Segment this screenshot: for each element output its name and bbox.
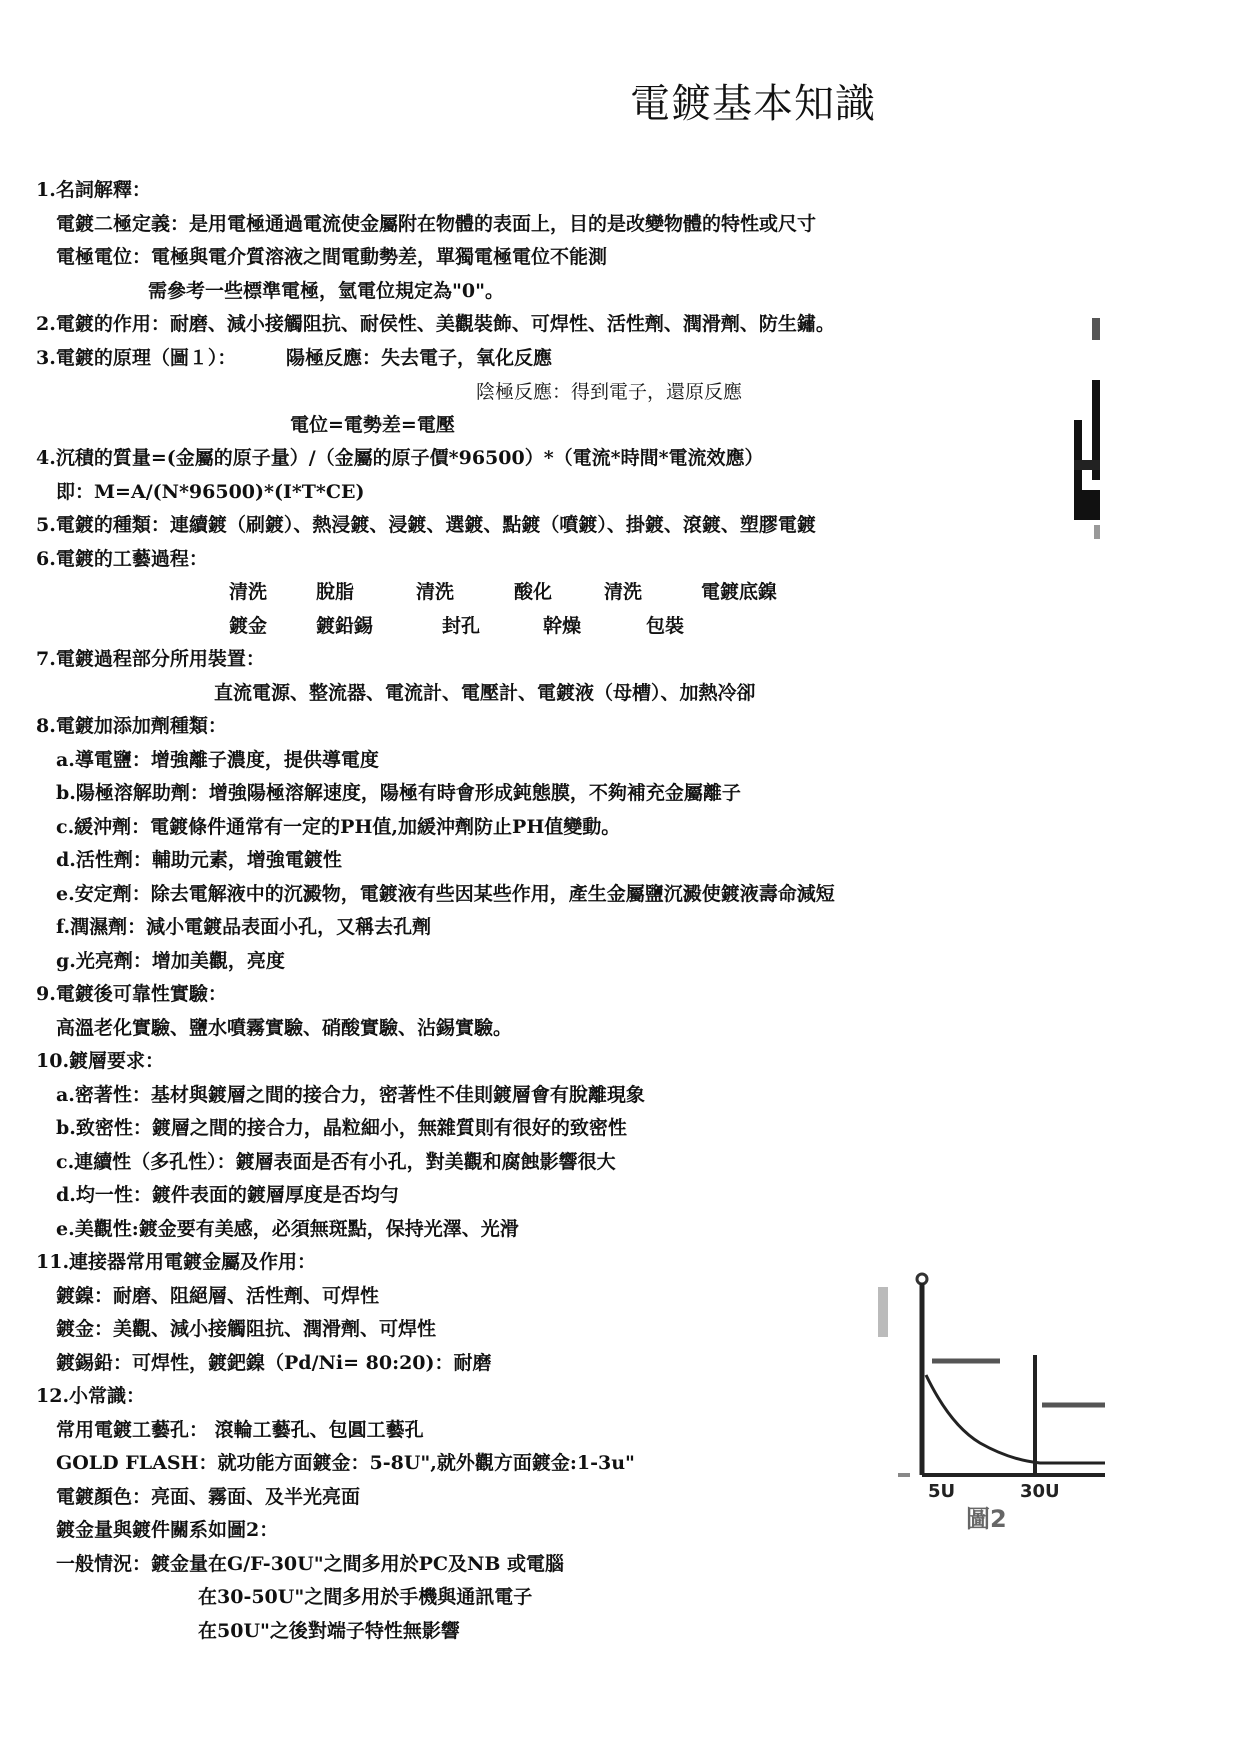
cathode-reaction: 陰極反應：得到電子，還原反應	[476, 381, 743, 403]
requirement-item: d.均一性：鍍件表面的鍍層厚度是否均勻	[56, 1184, 399, 1206]
metal-item: 鍍錫鉛：可焊性，鍍鈀鎳（Pd/Ni= 80:20)：耐磨	[56, 1352, 492, 1374]
tip-item: 電鍍顏色：亮面、霧面、及半光亮面	[56, 1486, 361, 1508]
tip-item: 鍍金量與鍍件關系如圖2：	[56, 1519, 279, 1541]
definition-line: 電極電位：電極與電介質溶液之間電動勢差，單獨電極電位不能測	[56, 246, 608, 268]
potential-line: 電位=電勢差=電壓	[290, 414, 455, 436]
section-10-heading: 10.鍍層要求：	[36, 1050, 165, 1072]
chart-tick-label: 30U	[1020, 1481, 1060, 1502]
process-step: 清洗	[604, 581, 643, 603]
additive-item: a.導電鹽：增強離子濃度，提供導電度	[56, 749, 379, 771]
section-12-heading: 12.小常識：	[36, 1385, 146, 1407]
section-11-heading: 11.連接器常用電鍍金屬及作用：	[36, 1251, 317, 1273]
process-step: 清洗	[416, 581, 455, 603]
tip-item: 常用電鍍工藝孔： 滾輪工藝孔、包圓工藝孔	[56, 1419, 424, 1441]
chart-tick-label: 5U	[928, 1481, 956, 1502]
section-2-heading: 2.電鍍的作用：耐磨、減小接觸阻抗、耐侯性、美觀裝飾、可焊性、活性劑、潤滑劑、防生鏽。	[36, 313, 835, 335]
process-step: 清洗	[229, 581, 268, 603]
requirement-item: a.密著性：基材與鍍層之間的接合力，密著性不佳則鍍層會有脫離現象	[56, 1084, 645, 1106]
process-step: 包裝	[646, 615, 685, 637]
equipment-line: 直流電源、整流器、電流計、電壓計、電鍍液（母槽）、加熱冷卻	[214, 682, 756, 704]
requirement-item: b.致密性：鍍層之間的接合力，晶粒細小，無雜質則有很好的致密性	[56, 1117, 627, 1139]
definition-line: 電鍍二極定義：是用電極通過電流使金屬附在物體的表面上，目的是改變物體的特性或尺寸	[56, 213, 817, 235]
tip-item: 一般情況：鍍金量在G/F-30U"之間多用於PC及NB 或電腦	[56, 1553, 565, 1575]
process-step: 鍍金	[229, 615, 268, 637]
requirement-item: c.連續性（多孔性）：鍍層表面是否有小孔，對美觀和腐蝕影響很大	[56, 1151, 616, 1173]
definition-line: 需參考一些標準電極，氫電位規定為"0"。	[148, 280, 505, 302]
process-step: 鍍鉛錫	[316, 615, 374, 637]
section-1-heading: 1.名詞解釋：	[36, 179, 151, 201]
metal-item: 鍍金：美觀、減小接觸阻抗、潤滑劑、可焊性	[56, 1318, 437, 1340]
anode-reaction: 陽極反應：失去電子，氧化反應	[286, 347, 553, 369]
formula-line: 即：M=A/(N*96500)*(I*T*CE)	[56, 481, 365, 503]
process-step: 封孔	[442, 615, 481, 637]
additive-item: d.活性劑：輔助元素，增強電鍍性	[56, 849, 342, 871]
figure-2-gold-thickness-chart	[870, 1265, 1105, 1545]
additive-item: f.潤濕劑：減小電鍍品表面小孔，又稱去孔劑	[56, 916, 432, 938]
additive-item: g.光亮劑：增加美觀，亮度	[56, 950, 285, 972]
process-step: 脫脂	[316, 581, 355, 603]
section-7-heading: 7.電鍍過程部分所用裝置：	[36, 648, 265, 670]
section-4-heading: 4.沉積的質量=(金屬的原子量）/（金屬的原子價*96500）*（電流*時間*電流效應）	[36, 447, 764, 469]
reliability-line: 高溫老化實驗、鹽水噴霧實驗、硝酸實驗、沾錫實驗。	[56, 1017, 513, 1039]
process-step: 幹燥	[543, 615, 582, 637]
process-step: 酸化	[514, 581, 553, 603]
additive-item: b.陽極溶解助劑：增強陽極溶解速度，陽極有時會形成鈍態膜，不夠補充金屬離子	[56, 782, 741, 804]
figure-caption: 圖2	[966, 1505, 1007, 1533]
process-row-2	[0, 614, 1240, 640]
tip-subitem: 在50U"之後對端子特性無影響	[198, 1620, 460, 1642]
section-6-heading: 6.電鍍的工藝過程：	[36, 548, 208, 570]
section-3-heading: 3.電鍍的原理（圖１）：	[36, 347, 237, 369]
section-5-heading: 5.電鍍的種類：連續鍍（刷鍍）、熱浸鍍、浸鍍、選鍍、點鍍（噴鍍）、掛鍍、滾鍍、塑膠電鍍	[36, 514, 816, 536]
figure-1-electrolysis-diagram	[1060, 310, 1100, 550]
process-step: 電鍍底鎳	[701, 581, 778, 603]
metal-item: 鍍鎳：耐磨、阻絕層、活性劑、可焊性	[56, 1285, 380, 1307]
page-title: 電鍍基本知識	[630, 81, 876, 127]
requirement-item: e.美觀性:鍍金要有美感，必須無斑點，保持光澤、光滑	[56, 1218, 519, 1240]
section-8-heading: 8.電鍍加添加劑種類：	[36, 715, 227, 737]
process-row-1	[0, 580, 1240, 606]
section-9-heading: 9.電鍍後可靠性實驗：	[36, 983, 227, 1005]
additive-item: e.安定劑：除去電解液中的沉澱物，電鍍液有些因某些作用，產生金屬鹽沉澱使鍍液壽命減短	[56, 883, 835, 905]
additive-item: c.緩沖劑：電鍍條件通常有一定的PH值,加緩沖劑防止PH值變動。	[56, 816, 621, 838]
tip-item: GOLD FLASH：就功能方面鍍金：5-8U",就外觀方面鍍金:1-3u"	[56, 1452, 635, 1474]
tip-subitem: 在30-50U"之間多用於手機與通訊電子	[198, 1586, 533, 1608]
